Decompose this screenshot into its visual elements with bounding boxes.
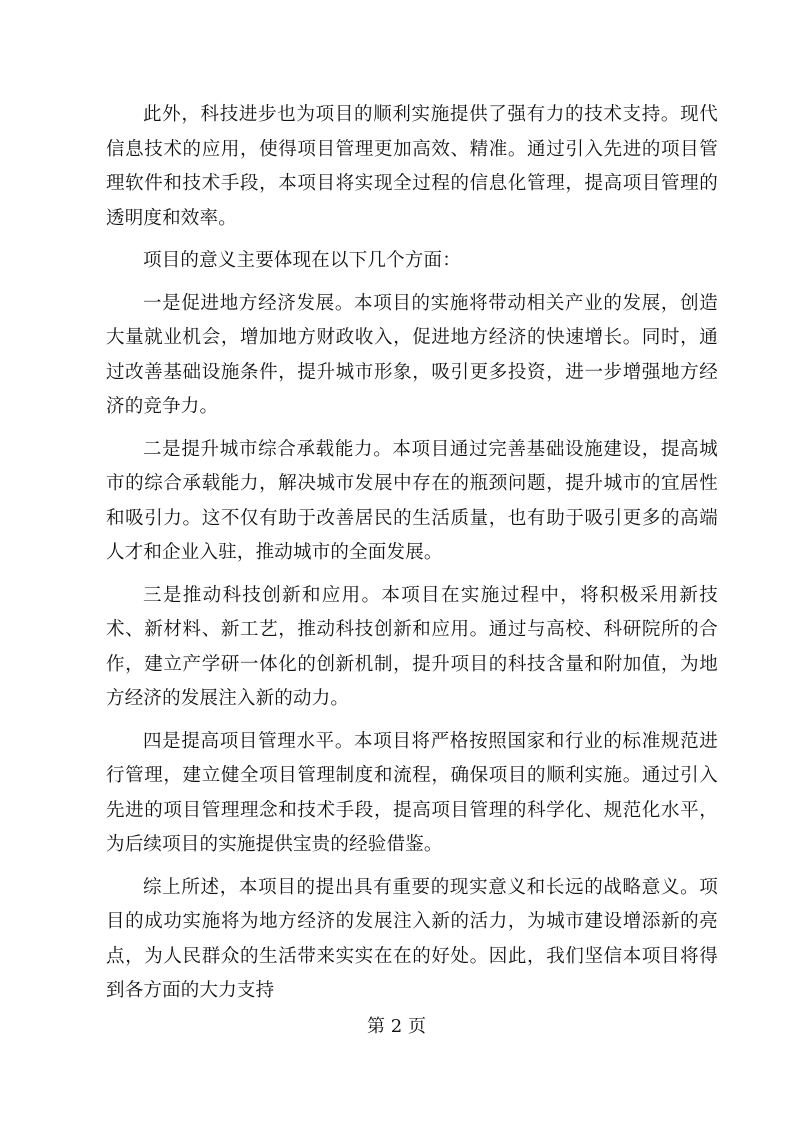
paragraph-significance-intro: 项目的意义主要体现在以下几个方面： xyxy=(143,250,461,271)
page-number: 第 2 页 xyxy=(367,1016,426,1037)
document-body xyxy=(106,98,718,1017)
paragraph-point-3: 三是推动科技创新和应用。本项目在实施过程中，将积极采用新技术、新材料、新工艺，推动科技创新和应用。通过与高校、科研院所的合作，建立产学研一体化的创新机制，提升项目的科技含量和附加值，为地方经济的发展注入新的动力。 xyxy=(106,584,718,709)
paragraph-summary: 综上所述，本项目的提出具有重要的现实意义和长远的战略意义。项目的成功实施将为地方经济的发展注入新的活力，为城市建设增添新的亮点，为人民群众的生活带来实实在在的好处。因此，我们坚信本项目将得到各方面的大力支持 xyxy=(106,876,718,1001)
paragraph-point-2: 二是提升城市综合承载能力。本项目通过完善基础设施建设，提高城市的综合承载能力，解决城市发展中存在的瓶颈问题，提升城市的宜居性和吸引力。这不仅有助于改善居民的生活质量，也有助于吸引更多的高端人才和企业入驻，推动城市的全面发展。 xyxy=(106,438,718,563)
paragraph-point-1: 一是促进地方经济发展。本项目的实施将带动相关产业的发展，创造大量就业机会，增加地方财政收入，促进地方经济的快速增长。同时，通过改善基础设施条件，提升城市形象，吸引更多投资，进一步增强地方经济的竞争力。 xyxy=(106,292,718,417)
paragraph-point-4: 四是提高项目管理水平。本项目将严格按照国家和行业的标准规范进行管理，建立健全项目管理制度和流程，确保项目的顺利实施。通过引入先进的项目管理理念和技术手段，提高项目管理的科学化、规范化水平，为后续项目的实施提供宝贵的经验借鉴。 xyxy=(106,730,718,855)
paragraph-tech-support: 此外，科技进步也为项目的顺利实施提供了强有力的技术支持。现代信息技术的应用，使得项目管理更加高效、精准。通过引入先进的项目管理软件和技术手段，本项目将实现全过程的信息化管理，提高项目管理的透明度和效率。 xyxy=(106,104,718,229)
